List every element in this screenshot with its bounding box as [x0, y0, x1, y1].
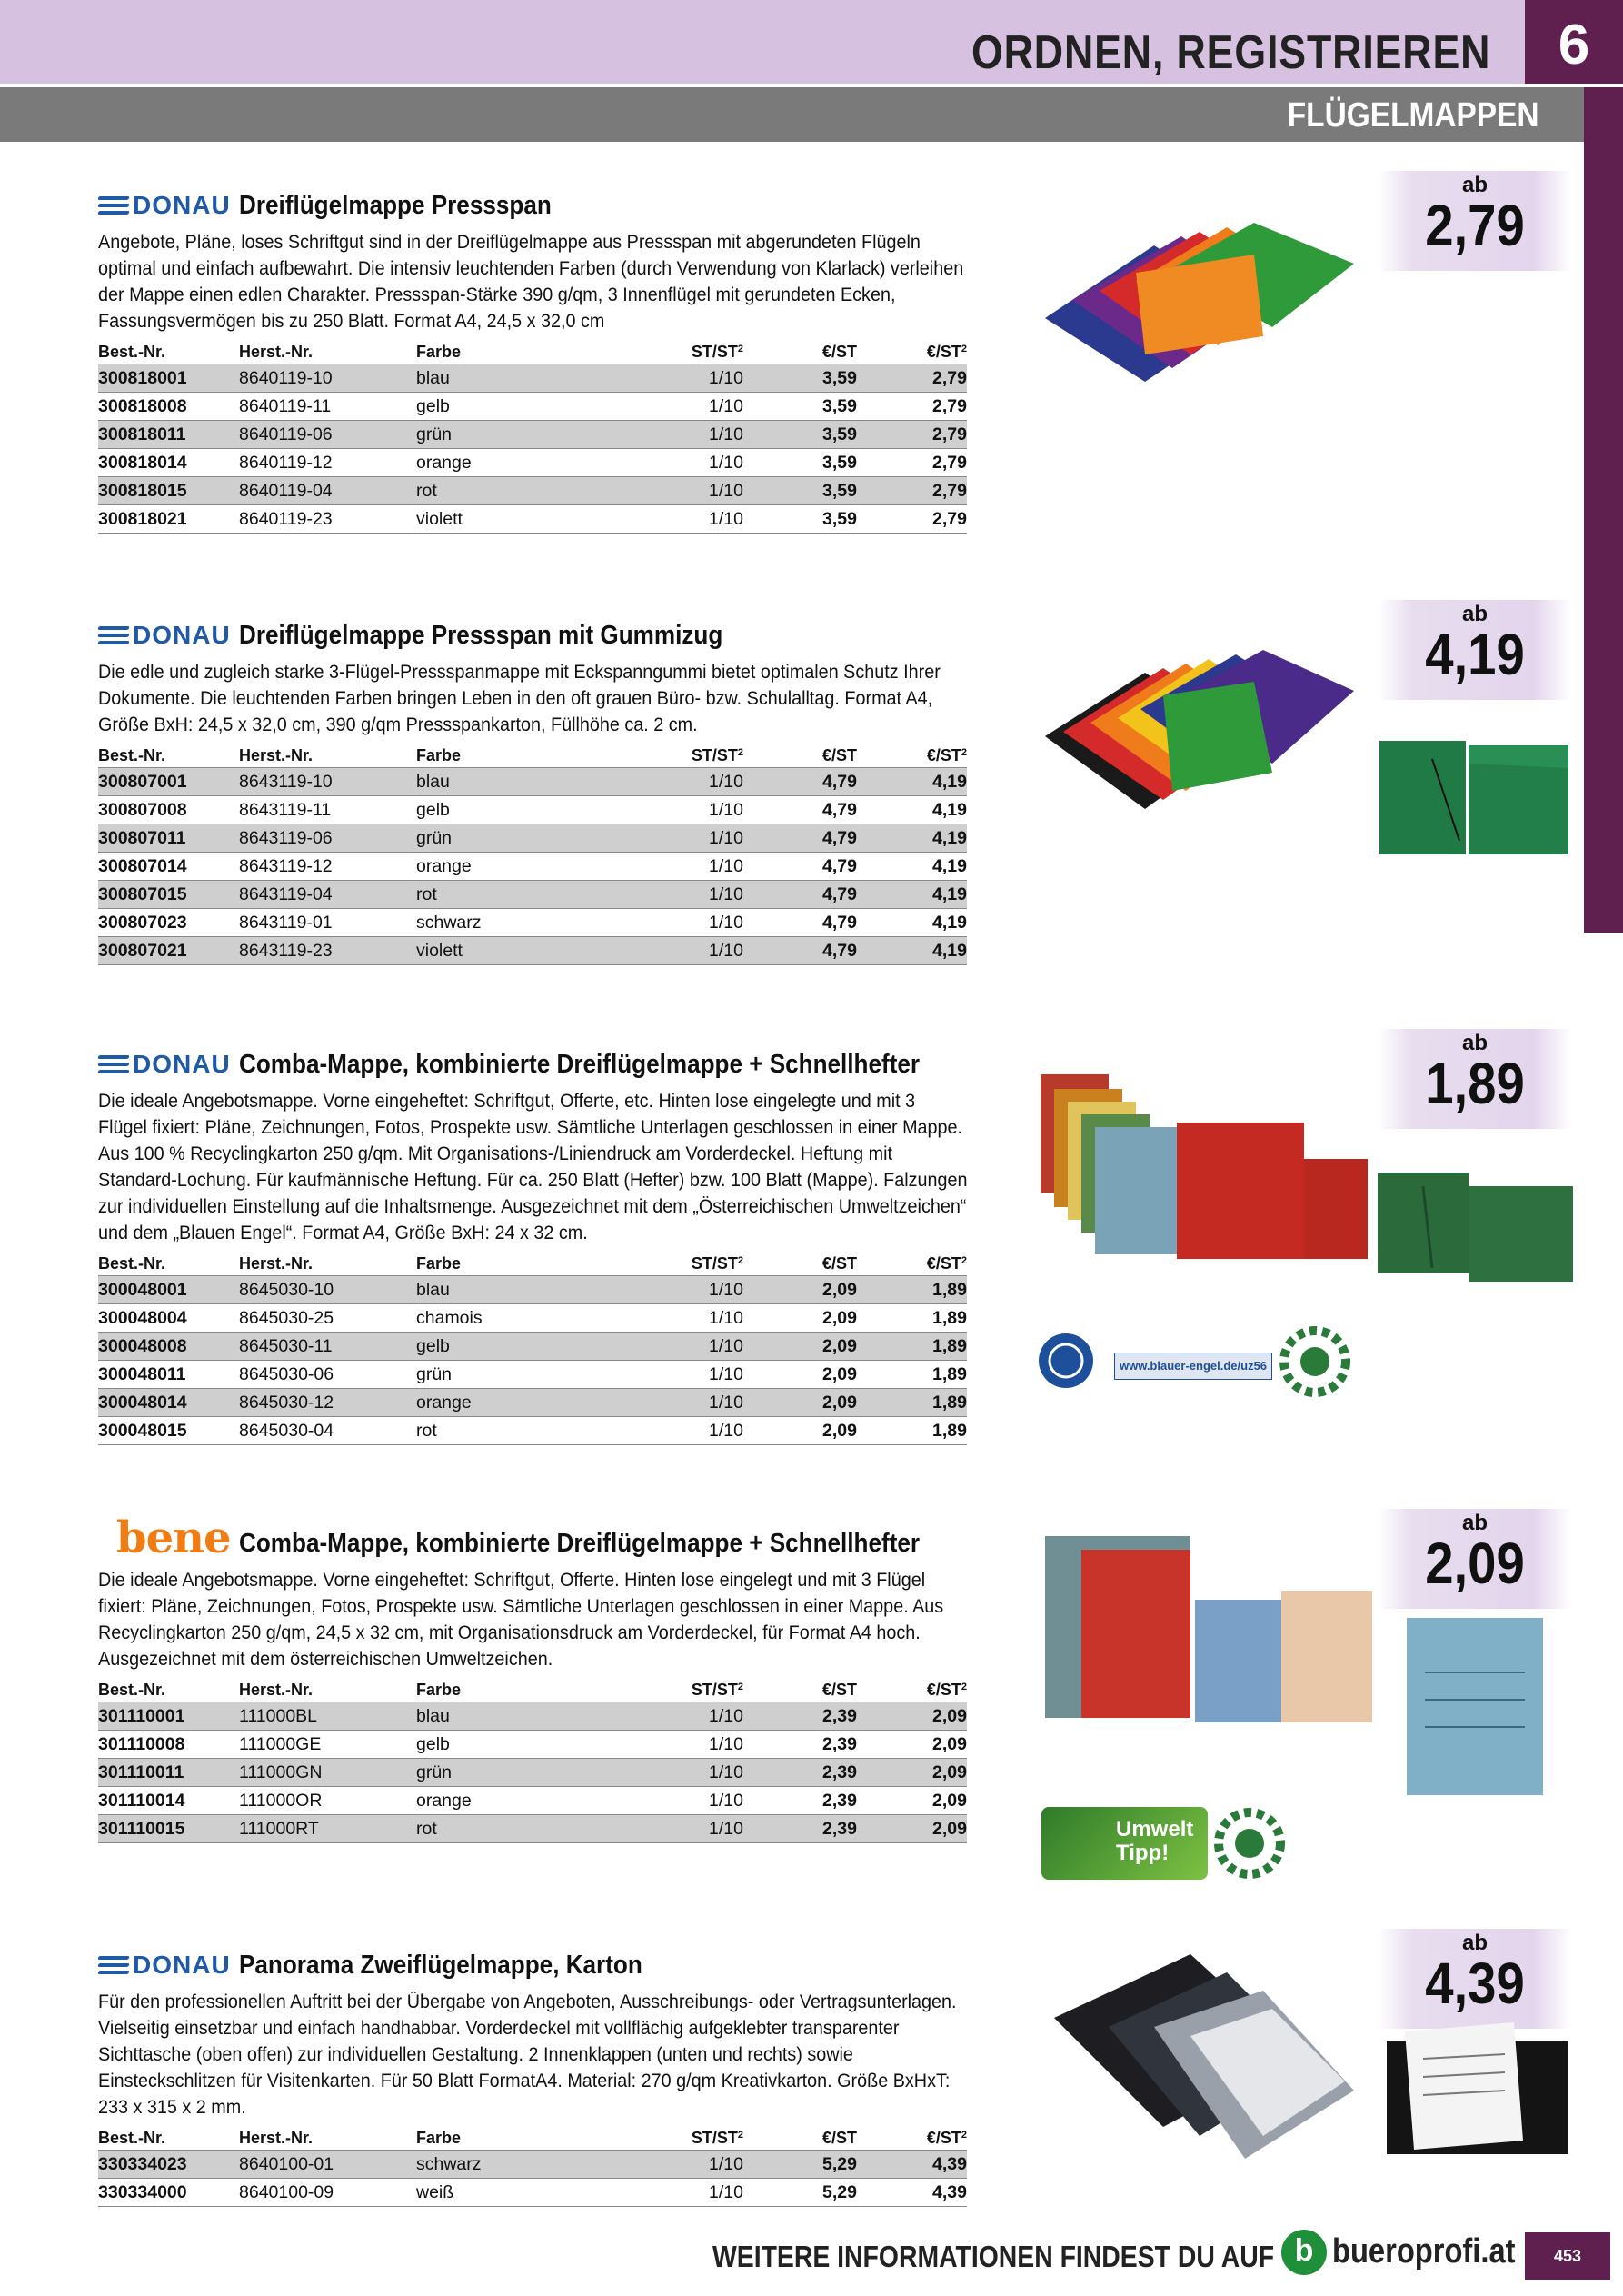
product-table	[98, 340, 967, 534]
table-row: 300818014 8640119-12 orange 1/10 3,59 2,79	[98, 449, 967, 477]
blauer-engel-logo	[1039, 1329, 1093, 1393]
price-badge: ab 2,79	[1378, 171, 1572, 271]
table-row: 300818008 8640119-11 gelb 1/10 3,59 2,79	[98, 393, 967, 421]
umwelt-tipp-badge: Umwelt Tipp!	[1041, 1807, 1208, 1880]
page-title: ORDNEN, REGISTRIEREN	[971, 26, 1490, 79]
product-title: Dreiflügelmappe Pressspan	[239, 191, 552, 220]
product-description: Die edle und zugleich starke 3-Flügel-Pressspanmappe mit Eckspanngummi bietet optimalen Schutz Ihrer Dokumente. Die leuchtenden Farben bringen Leben in den oft grauen Büro- bzw. Schulalltag. Format A4, Größe BxH: 24,5 x 32,0 cm, 390 g/qm Pressspankarton, Füllhöhe ca. 2 cm.	[98, 661, 941, 735]
umweltzeichen-logo	[1211, 1807, 1289, 1880]
table-row: 300048001 8645030-10 blau 1/10 2,09 1,89	[98, 1276, 967, 1304]
product-section	[98, 615, 967, 965]
price-badge: ab 1,89	[1378, 1029, 1572, 1129]
product-section	[98, 185, 967, 534]
product-description: Die ideale Angebotsmappe. Vorne eingeheftet: Schriftgut, Offerte. Hinten lose eingelegt und mit 3 Flügel fixiert: Pläne, Zeichnungen, Fotos, Prospekte usw. Sämtliche Unterlagen geschlossen in einer Mappe. Aus Recyclingkarton 250 g/qm, 24,5 x 32 cm, mit Organisationsdruck am Vorderdeckel, für Format A4 hoch. Ausgezeichnet mit dem österreichischen Umweltzeichen.	[98, 1569, 944, 1670]
umweltzeichen-logo	[1277, 1325, 1354, 1398]
table-row: 300818001 8640119-10 blau 1/10 3,59 2,79	[98, 364, 967, 393]
table-row: 300807011 8643119-06 grün 1/10 4,79 4,19	[98, 824, 967, 853]
product-description: Für den professionellen Auftritt bei der Übergabe von Angeboten, Ausschreibungs- oder Vertragsunterlagen. Vielseitig einsetzbar und einfach handhabbar. Vorderdeckel mit vollflächig aufgeklebter transparenter Sichttasche (oben offen) zur individuellen Gestaltung. 2 Innenklappen (unten und rechts) sowie Einsteckschlitzen für Visitenkarten. Für 50 Blatt FormatA4. Material: 270 g/qm Kreativkarton. Größe BxHxT: 233 x 315 x 2 mm.	[98, 1991, 957, 2118]
table-row: 330334000 8640100-09 weiß 1/10 5,29 4,39	[98, 2179, 967, 2207]
bueroprofi-logo-icon: b	[1281, 2230, 1327, 2275]
panorama-folder-image	[1054, 1954, 1372, 2163]
table-row: 300048008 8645030-11 gelb 1/10 2,09 1,89	[98, 1333, 967, 1361]
table-row: 300807021 8643119-23 violett 1/10 4,79 4,19	[98, 937, 967, 965]
product-table	[98, 744, 967, 965]
table-header: Best.-Nr. Herst.-Nr. Farbe $ST/ST^2$ €/ST $€/ST^2$	[98, 1253, 967, 1273]
table-row: 301110001 111000BL blau 1/10 2,39 2,09	[98, 1702, 967, 1731]
donau-logo: DONAU	[98, 1952, 234, 1982]
table-header: Best.-Nr. Herst.-Nr. Farbe $ST/ST^2$ €/ST $€/ST^2$	[98, 1680, 967, 1699]
price-badge: ab 4,19	[1378, 600, 1572, 700]
table-row: 300818015 8640119-04 rot 1/10 3,59 2,79	[98, 477, 967, 505]
blue-folder-image	[1407, 1618, 1543, 1795]
table-row: 300048004 8645030-25 chamois 1/10 2,09 1,89	[98, 1304, 967, 1333]
green-comba-image	[1378, 1168, 1573, 1282]
section-title: FLÜGELMAPPEN	[1288, 96, 1539, 135]
donau-logo: DONAU	[98, 193, 234, 222]
table-row: 300807015 8643119-04 rot 1/10 4,79 4,19	[98, 881, 967, 909]
product-section	[98, 1044, 967, 1445]
product-description: Die ideale Angebotsmappe. Vorne eingeheftet: Schriftgut, Offerte, etc. Hinten lose eingelegte und mit 3 Flügel fixiert: Pläne, Zeichnungen, Fotos, Prospekte usw. Sämtliche Unterlagen geschlossen in einer Mappe. Aus 100 % Recyclingkarton 250 g/qm. Mit Organisations-/Liniendruck am Vorderdeckel. Heftung mit Standard-Lochung. Für kaufmännische Heftung. Für ca. 250 Blatt (Hefter) bzw. 100 Blatt (Mappe). Falzungen zur individuellen Einstellung auf die Inhaltsmenge. Ausgezeichnet mit dem „Österreichischen Umweltzeichen“ und dem „Blauen Engel“. Format A4, Größe BxH: 24 x 32 cm.	[98, 1090, 968, 1243]
green-folder-image	[1378, 732, 1573, 859]
table-header: Best.-Nr. Herst.-Nr. Farbe $ST/ST^2$ €/ST $€/ST^2$	[98, 2128, 967, 2147]
donau-logo: DONAU	[98, 1052, 234, 1081]
product-section	[98, 1945, 967, 2207]
product-title: Comba-Mappe, kombinierte Dreiflügelmappe + Schnellhefter	[239, 1050, 921, 1079]
comba-folder-image	[1041, 1073, 1372, 1263]
table-row: 300818011 8640119-06 grün 1/10 3,59 2,79	[98, 421, 967, 449]
table-row: 300807023 8643119-01 schwarz 1/10 4,79 4,19	[98, 909, 967, 937]
product-table	[98, 1252, 967, 1445]
folder-fan-image	[1036, 645, 1372, 836]
table-header: Best.-Nr. Herst.-Nr. Farbe $ST/ST^2$ €/ST $€/ST^2$	[98, 745, 967, 764]
folder-fan-image	[1036, 218, 1372, 391]
price-badge: ab 2,09	[1378, 1509, 1572, 1609]
table-row: 330334023 8640100-01 schwarz 1/10 5,29 4,39	[98, 2151, 967, 2179]
bene-folder-image	[1045, 1536, 1372, 1727]
table-row: 301110008 111000GE gelb 1/10 2,39 2,09	[98, 1731, 967, 1759]
table-row: 300048015 8645030-04 rot 1/10 2,09 1,89	[98, 1417, 967, 1445]
table-row: 300807001 8643119-10 blau 1/10 4,79 4,19	[98, 768, 967, 796]
table-row: 300048014 8645030-12 orange 1/10 2,09 1,89	[98, 1389, 967, 1417]
product-title: Dreiflügelmappe Pressspan mit Gummizug	[239, 621, 723, 650]
bene-logo: bene	[116, 1512, 231, 1563]
product-description: Angebote, Pläne, loses Schriftgut sind in der Dreiflügelmappe aus Pressspan mit abgerundeten Flügeln optimal und einfach aufbewahrt. Die intensiv leuchtenden Farben (durch Verwendung von Klarlack) verleihen der Mappe einen edlen Charakter. Pressspan-Stärke 390 g/qm, 3 Innenflügel mit gerundeten Ecken, Fassungsvermögen bis zu 250 Blatt. Format A4, 24,5 x 32,0 cm	[98, 231, 964, 332]
product-section	[98, 1512, 967, 1843]
product-title: Comba-Mappe, kombinierte Dreiflügelmappe + Schnellhefter	[239, 1529, 921, 1558]
footer-text: WEITERE INFORMATIONEN FINDEST DU AUF	[712, 2240, 1275, 2273]
table-row: 301110011 111000GN grün 1/10 2,39 2,09	[98, 1759, 967, 1787]
black-folder-image	[1378, 2022, 1573, 2159]
table-header: Best.-Nr. Herst.-Nr. Farbe $ST/ST^2$ €/ST $€/ST^2$	[98, 342, 967, 361]
chapter-number: 6	[1525, 0, 1623, 84]
table-row: 300807014 8643119-12 orange 1/10 4,79 4,19	[98, 853, 967, 881]
footer-url-link[interactable]: bueroprofi.at	[1332, 2232, 1516, 2271]
table-row: 301110014 111000OR orange 1/10 2,39 2,09	[98, 1787, 967, 1815]
table-row: 300048011 8645030-06 grün 1/10 2,09 1,89	[98, 1361, 967, 1389]
product-title: Panorama Zweiflügelmappe, Karton	[239, 1951, 642, 1980]
product-table	[98, 1678, 967, 1843]
table-row: 301110015 111000RT rot 1/10 2,39 2,09	[98, 1815, 967, 1843]
table-row: 300818021 8640119-23 violett 1/10 3,59 2,79	[98, 505, 967, 534]
blauer-engel-url: www.blauer-engel.de/uz56	[1114, 1353, 1272, 1380]
chapter-side-bar	[1584, 87, 1623, 933]
donau-logo: DONAU	[98, 623, 234, 652]
page-number: 453	[1525, 2232, 1610, 2280]
table-row: 300807008 8643119-11 gelb 1/10 4,79 4,19	[98, 796, 967, 824]
product-table	[98, 2126, 967, 2207]
price-badge: ab 4,39	[1378, 1929, 1572, 2029]
